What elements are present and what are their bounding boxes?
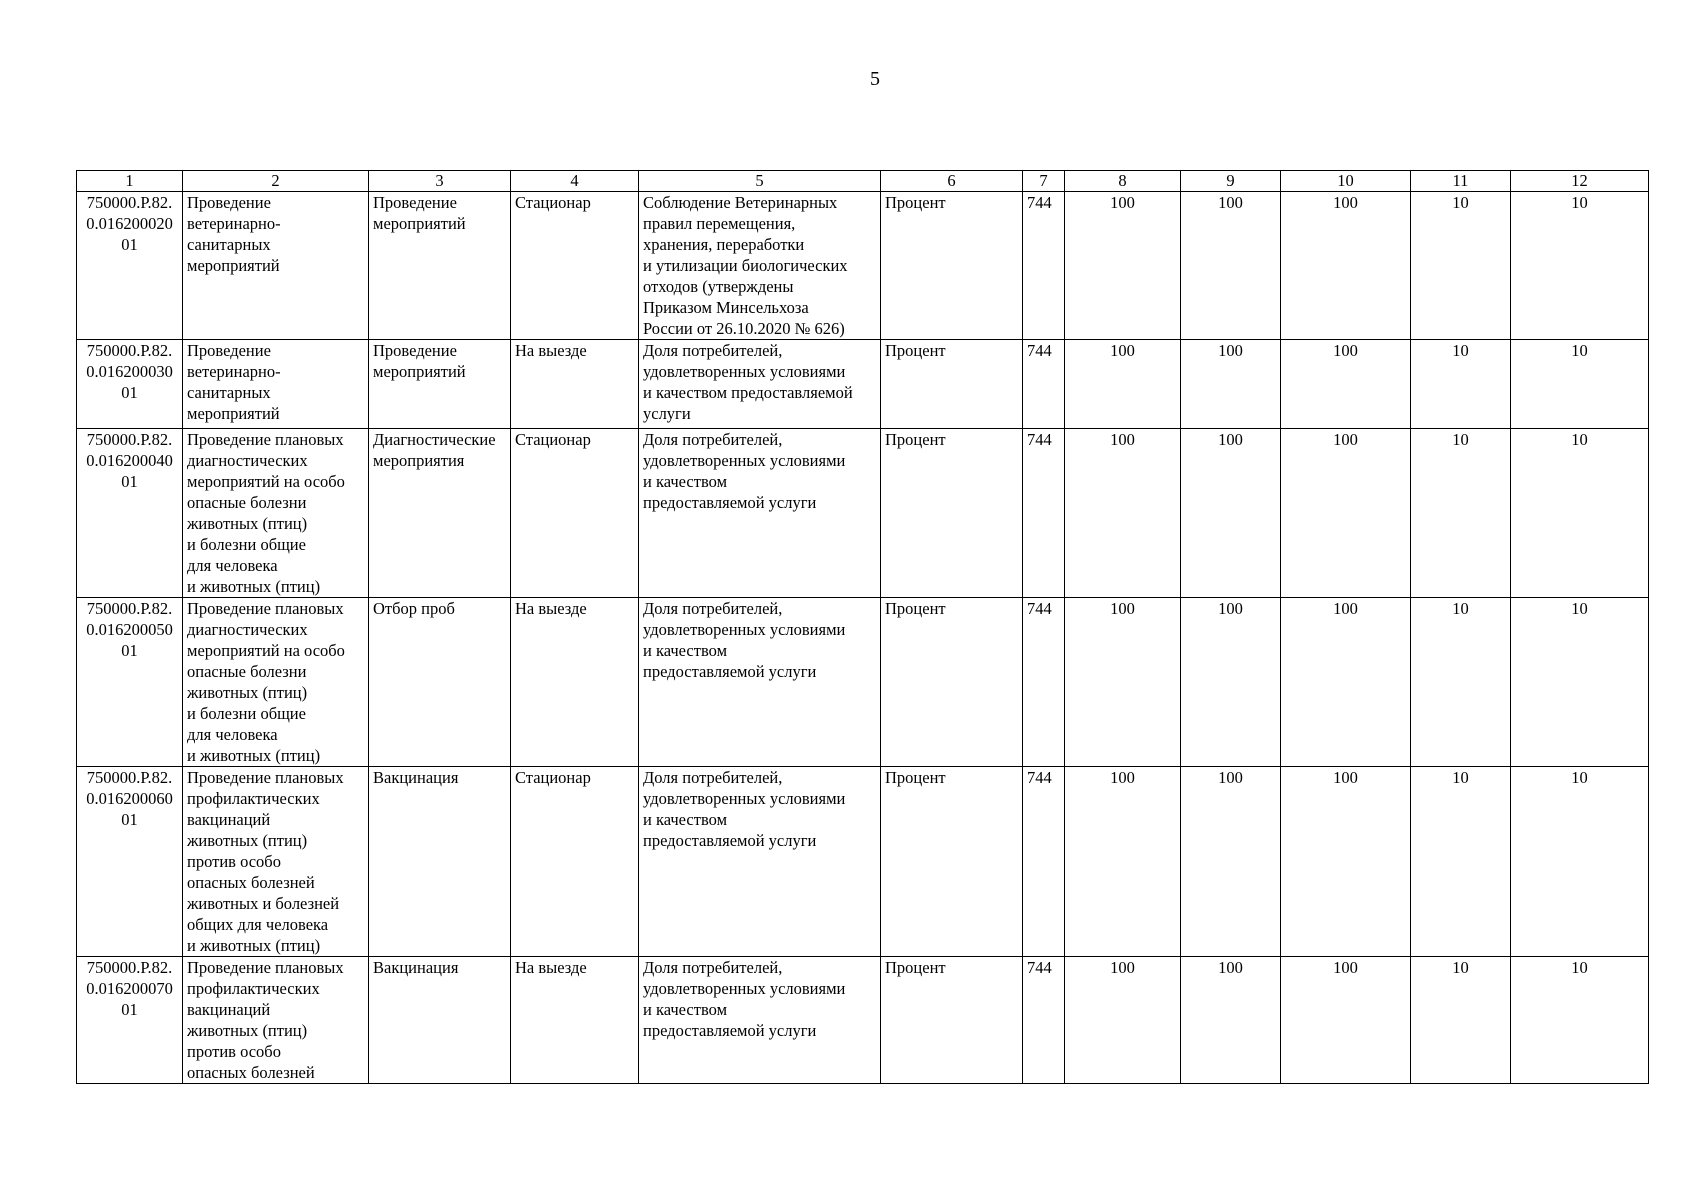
delivery-form: На выезде: [511, 340, 639, 429]
service-type: Проведение мероприятий: [369, 192, 511, 340]
okei-code: 744: [1023, 598, 1065, 767]
delivery-form: На выезде: [511, 598, 639, 767]
unit-name: Процент: [881, 429, 1023, 598]
table-row: [77, 767, 1649, 957]
registry-code: 750000.Р.82. 0.016200020 01: [77, 192, 183, 340]
value-col-12: 10: [1511, 957, 1649, 1084]
indicator-name: Доля потребителей, удовлетворенных условиями и качеством предоставляемой услуги: [639, 429, 881, 598]
service-type: Отбор проб: [369, 598, 511, 767]
value-col-10: 100: [1281, 598, 1411, 767]
service-type: Диагностические мероприятия: [369, 429, 511, 598]
column-header: 5: [639, 171, 881, 192]
delivery-form: Стационар: [511, 429, 639, 598]
value-col-11: 10: [1411, 598, 1511, 767]
indicator-name: Доля потребителей, удовлетворенных условиями и качеством предоставляемой услуги: [639, 340, 881, 429]
value-col-9: 100: [1181, 340, 1281, 429]
delivery-form: На выезде: [511, 957, 639, 1084]
page-number: 5: [870, 68, 880, 90]
column-header: 8: [1065, 171, 1181, 192]
okei-code: 744: [1023, 192, 1065, 340]
service-name: Проведение плановых диагностических мероприятий на особо опасные болезни животных (птиц) и болезни общие для человека и животных (птиц): [183, 598, 369, 767]
value-col-9: 100: [1181, 192, 1281, 340]
service-type: Проведение мероприятий: [369, 340, 511, 429]
value-col-8: 100: [1065, 429, 1181, 598]
value-col-9: 100: [1181, 429, 1281, 598]
service-name: Проведение ветеринарно- санитарных мероприятий: [183, 192, 369, 340]
column-header: 2: [183, 171, 369, 192]
column-header: 4: [511, 171, 639, 192]
service-name: Проведение ветеринарно- санитарных мероприятий: [183, 340, 369, 429]
value-col-10: 100: [1281, 340, 1411, 429]
value-col-9: 100: [1181, 767, 1281, 957]
service-name: Проведение плановых диагностических мероприятий на особо опасные болезни животных (птиц) и болезни общие для человека и животных (птиц): [183, 429, 369, 598]
okei-code: 744: [1023, 340, 1065, 429]
value-col-10: 100: [1281, 957, 1411, 1084]
header-row: [77, 171, 1649, 192]
value-col-11: 10: [1411, 767, 1511, 957]
column-header: 9: [1181, 171, 1281, 192]
unit-name: Процент: [881, 340, 1023, 429]
indicator-name: Соблюдение Ветеринарных правил перемещения, хранения, переработки и утилизации биологических отходов (утверждены Приказом Минсельхоза России от 26.10.2020 № 626): [639, 192, 881, 340]
value-col-8: 100: [1065, 957, 1181, 1084]
indicator-name: Доля потребителей, удовлетворенных условиями и качеством предоставляемой услуги: [639, 957, 881, 1084]
okei-code: 744: [1023, 767, 1065, 957]
column-header: 11: [1411, 171, 1511, 192]
service-type: Вакцинация: [369, 767, 511, 957]
table-row: [77, 598, 1649, 767]
value-col-10: 100: [1281, 192, 1411, 340]
delivery-form: Стационар: [511, 767, 639, 957]
unit-name: Процент: [881, 192, 1023, 340]
value-col-8: 100: [1065, 767, 1181, 957]
registry-table: [76, 170, 1649, 1084]
table-row: [77, 192, 1649, 340]
registry-code: 750000.Р.82. 0.016200030 01: [77, 340, 183, 429]
table-row: [77, 957, 1649, 1084]
value-col-9: 100: [1181, 957, 1281, 1084]
table-row: [77, 340, 1649, 429]
unit-name: Процент: [881, 598, 1023, 767]
value-col-12: 10: [1511, 192, 1649, 340]
service-name: Проведение плановых профилактических вакцинаций животных (птиц) против особо опасных болезней животных и болезней общих для человека и животных (птиц): [183, 767, 369, 957]
value-col-9: 100: [1181, 598, 1281, 767]
value-col-11: 10: [1411, 957, 1511, 1084]
unit-name: Процент: [881, 957, 1023, 1084]
value-col-8: 100: [1065, 340, 1181, 429]
value-col-12: 10: [1511, 598, 1649, 767]
indicator-name: Доля потребителей, удовлетворенных условиями и качеством предоставляемой услуги: [639, 598, 881, 767]
okei-code: 744: [1023, 429, 1065, 598]
value-col-12: 10: [1511, 767, 1649, 957]
registry-code: 750000.Р.82. 0.016200050 01: [77, 598, 183, 767]
value-col-10: 100: [1281, 429, 1411, 598]
value-col-11: 10: [1411, 340, 1511, 429]
registry-code: 750000.Р.82. 0.016200060 01: [77, 767, 183, 957]
value-col-10: 100: [1281, 767, 1411, 957]
column-header: 7: [1023, 171, 1065, 192]
value-col-11: 10: [1411, 192, 1511, 340]
value-col-8: 100: [1065, 598, 1181, 767]
delivery-form: Стационар: [511, 192, 639, 340]
registry-code: 750000.Р.82. 0.016200070 01: [77, 957, 183, 1084]
column-header: 10: [1281, 171, 1411, 192]
value-col-12: 10: [1511, 429, 1649, 598]
column-header: 12: [1511, 171, 1649, 192]
unit-name: Процент: [881, 767, 1023, 957]
service-type: Вакцинация: [369, 957, 511, 1084]
value-col-12: 10: [1511, 340, 1649, 429]
table-row: [77, 429, 1649, 598]
okei-code: 744: [1023, 957, 1065, 1084]
value-col-8: 100: [1065, 192, 1181, 340]
column-header: 1: [77, 171, 183, 192]
column-header: 6: [881, 171, 1023, 192]
registry-code: 750000.Р.82. 0.016200040 01: [77, 429, 183, 598]
service-name: Проведение плановых профилактических вакцинаций животных (птиц) против особо опасных болезней: [183, 957, 369, 1084]
indicator-name: Доля потребителей, удовлетворенных условиями и качеством предоставляемой услуги: [639, 767, 881, 957]
value-col-11: 10: [1411, 429, 1511, 598]
column-header: 3: [369, 171, 511, 192]
